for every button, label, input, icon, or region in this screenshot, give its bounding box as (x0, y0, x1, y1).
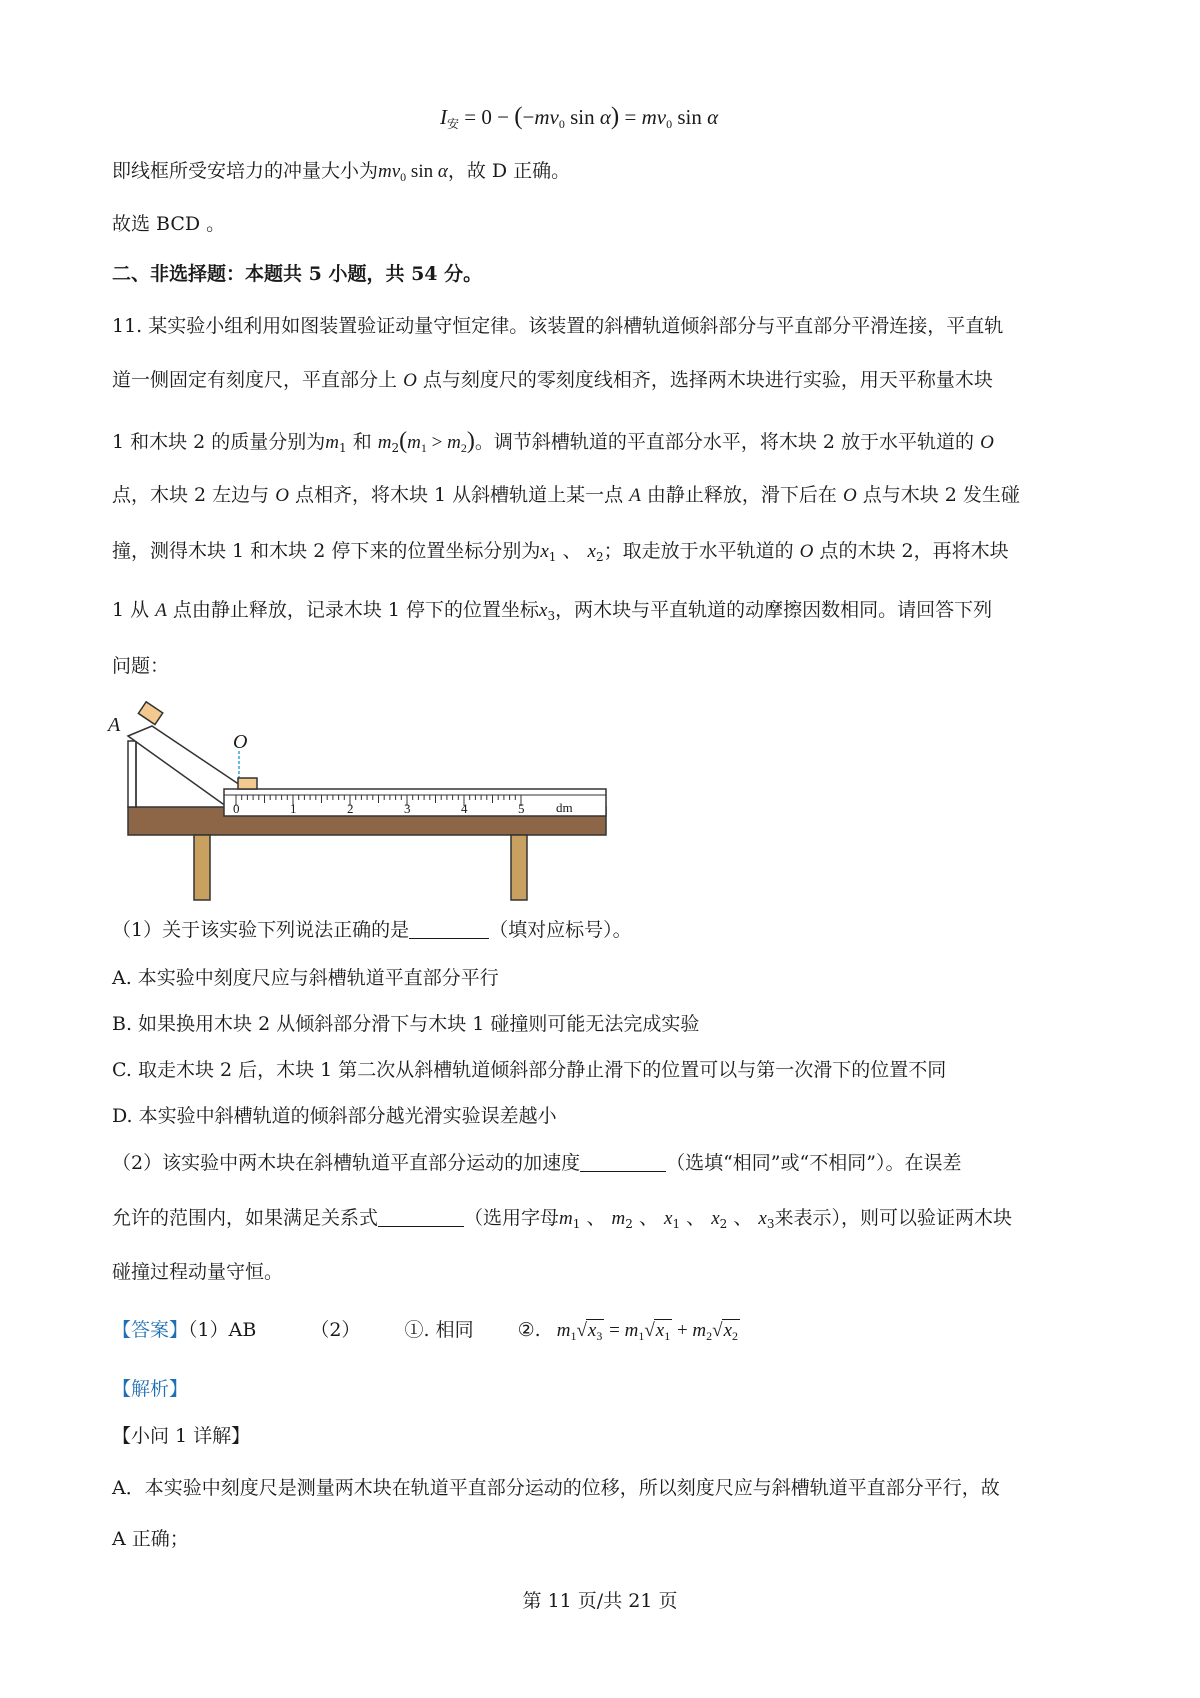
page-footer: 第 11 页/共 21 页 (522, 1590, 678, 1612)
ruler-tick-label: 5 (518, 801, 525, 816)
option-c: C. 取走木块 2 后，木块 1 第二次从斜槽轨道倾斜部分静止滑下的位置可以与第一次滑下的位置不同 (112, 1059, 947, 1081)
option-d: D. 本实验中斜槽轨道的倾斜部分越光滑实验误差越小 (112, 1105, 557, 1127)
question-line-6: 1 从 A 点由静止释放，记录木块 1 停下的位置坐标$x_3$，两木块与平直轨道的动摩擦因数相同。请回答下列 (112, 599, 993, 623)
block-1 (138, 702, 162, 725)
part2-line-3: 碰撞过程动量守恒。 (112, 1261, 284, 1283)
analysis-a-line-1: A．本实验中刻度尺是测量两木块在轨道平直部分运动的位移，所以刻度尺应与斜槽轨道平直部分平行，故 (112, 1477, 1000, 1499)
impulse-subscript: 安 (447, 117, 460, 131)
part2-line-2: 允许的范围内，如果满足关系式 （选用字母$m_1$ 、 $m_2$ 、 $x_1$ 、 $x_2$ 、 $x_3$来表示），则可以验证两木块 (112, 1207, 1012, 1231)
ruler (224, 789, 606, 816)
ruler-tick-label: 0 (233, 801, 240, 816)
answer-line: 【答案】（1）AB （2） ①. 相同 ②. $m_1√x_3 = m_1√x_1 + m_2√x_2$ (112, 1319, 739, 1343)
subquestion-1-heading: 【小问 1 详解】 (112, 1425, 251, 1447)
previous-answer: 故选 BCD 。 (112, 213, 226, 235)
incline-support (128, 741, 136, 807)
ruler-tick-label: 4 (461, 801, 468, 816)
question-line-2: 道一侧固定有刻度尺，平直部分上 O 点与刻度尺的零刻度线相齐，选择两木块进行实验，用天平称量木块 (112, 369, 993, 391)
ruler-tick-label: 1 (290, 801, 297, 816)
conclusion-d: 即线框所受安培力的冲量大小为$mv_0$ sin α，故 D 正确。 (112, 160, 571, 184)
option-a: A. 本实验中刻度尺应与斜槽轨道平直部分平行 (112, 967, 499, 989)
question-line-3: 1 和木块 2 的质量分别为$m_1$ 和 $m_2(m_1 > m_2)$。调节斜槽轨道的平直部分水平，将木块 2 放于水平轨道的 O (112, 428, 994, 455)
part2-line-1: （2）该实验中两木块在斜槽轨道平直部分运动的加速度 （选填“相同”或“不相同”）。在误差 (112, 1152, 962, 1174)
section-title: 二、非选择题：本题共 5 小题，共 54 分。 (112, 263, 483, 285)
block-2 (238, 778, 257, 789)
part1-blank (409, 920, 489, 939)
option-b: B. 如果换用木块 2 从倾斜部分滑下与木块 1 碰撞则可能无法完成实验 (112, 1013, 700, 1035)
analysis-a-line-2: A 正确； (112, 1528, 189, 1550)
table-leg-right (511, 835, 527, 900)
part2-blank-1 (580, 1153, 666, 1172)
question-line-7: 问题： (112, 655, 170, 677)
label-a: A (108, 714, 121, 736)
question-line-4: 点，木块 2 左边与 O 点相齐，将木块 1 从斜槽轨道上某一点 A 由静止释放，滑下后在 O 点与木块 2 发生碰 (112, 484, 1020, 506)
analysis-tag: 【解析】 (112, 1378, 189, 1400)
ruler-tick-label: 2 (347, 801, 354, 816)
answer-formula: $m_1√x_3 = m_1√x_1 + m_2√x_2$ (556, 1320, 739, 1343)
question-number: 11. (112, 315, 143, 337)
part2-blank-2 (378, 1208, 464, 1227)
apparatus-figure (108, 700, 612, 920)
impulse-equation: $I_安 = 0 - (-mv_0$ $\sin \alpha) = mv_0$ sin α (440, 103, 719, 131)
answer-tag: 【答案】 (112, 1319, 189, 1341)
ruler-unit: dm (556, 800, 573, 815)
question-line-1: 11. 某实验小组利用如图装置验证动量守恒定律。该装置的斜槽轨道倾斜部分与平直部分平滑连接，平直轨 (112, 315, 1004, 337)
question-line-5: 撞，测得木块 1 和木块 2 停下来的位置坐标分别为$x_1$ 、 $x_2$；取走放于水平轨道的 O 点的木块 2，再将木块 (112, 540, 1009, 564)
table-leg-left (194, 835, 210, 900)
part1-prompt: （1）关于该实验下列说法正确的是 （填对应标号）。 (112, 919, 632, 941)
label-o: O (233, 731, 248, 753)
ruler-tick-label: 3 (404, 801, 411, 816)
